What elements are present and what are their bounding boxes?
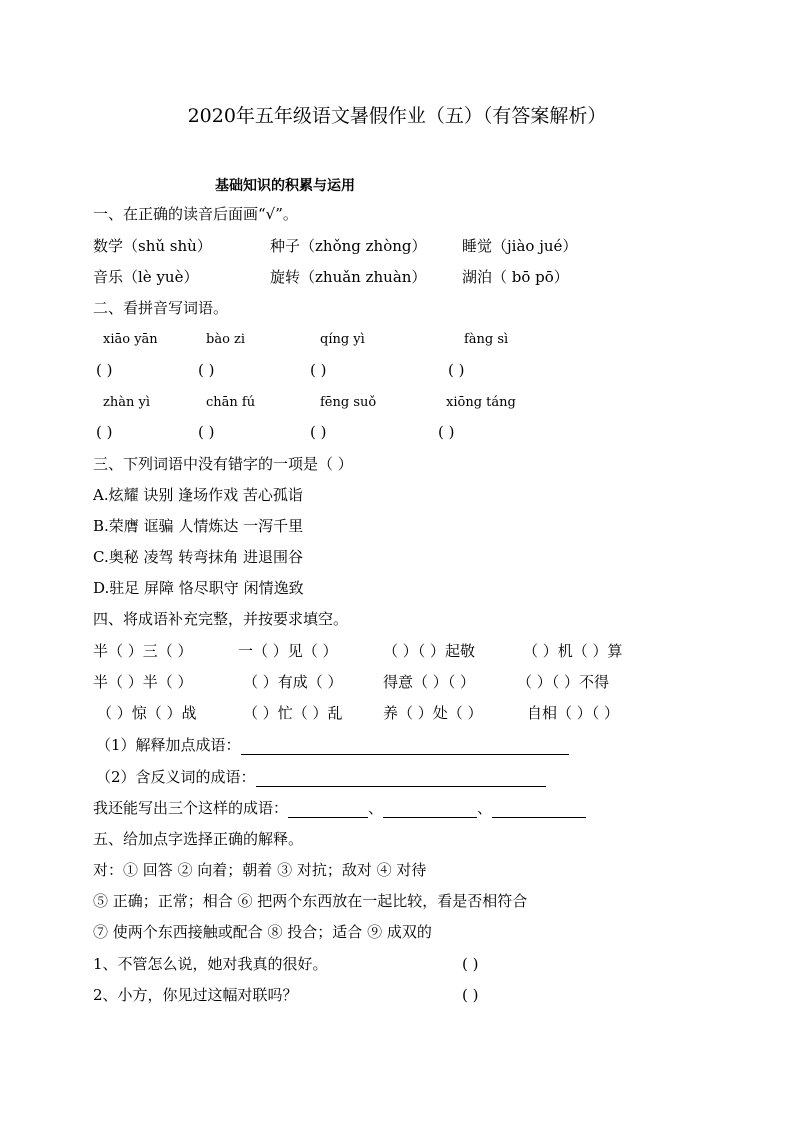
- q4-idiom: （ ）忙（ ）乱: [243, 704, 343, 722]
- q4-idiom: 一（ ）见（ ）: [238, 642, 338, 660]
- q2-pinyin: xiōng táng: [446, 395, 516, 410]
- q4-explain-line: [96, 735, 569, 755]
- q3-option: C.奥秘 凌驾 转弯抹角 进退围谷: [93, 548, 304, 566]
- q4-antonym-line: [96, 767, 546, 787]
- q4-heading: 四、将成语补充完整，并按要求填空。: [93, 610, 349, 628]
- page-title: 2020年五年级语文暑假作业（五）（有答案解析）: [187, 105, 607, 127]
- q4-separator: 、: [477, 799, 493, 817]
- q4-more-blank-3[interactable]: [492, 802, 586, 818]
- q4-idiom: 半（ ）三（ ）: [93, 642, 193, 660]
- q4-idiom: （ ）（ ）不得: [517, 673, 610, 691]
- q3-heading: 三、下列词语中没有错字的一项是（ ）: [93, 455, 353, 473]
- q1-item: 睡觉（jiào jué）: [462, 237, 578, 255]
- q4-antonym-label: （2）含反义词的成语：: [96, 768, 256, 786]
- q4-more-line: [93, 798, 586, 818]
- q5-definitions: ⑤ 正确；正常；相合 ⑥ 把两个东西放在一起比较，看是否相符合: [93, 892, 528, 910]
- q4-explain-blank[interactable]: [241, 739, 569, 755]
- q2-answer-bracket: ( ): [310, 423, 327, 441]
- q4-idiom: 得意（ ）（ ）: [383, 673, 476, 691]
- q4-idiom: 养（ ）处（ ）: [383, 704, 483, 722]
- q4-idiom: 半（ ）半（ ）: [93, 673, 193, 691]
- q2-pinyin: chān fú: [206, 395, 256, 410]
- q1-item: 湖泊（ bō pō）: [462, 268, 569, 286]
- q2-answer-bracket: ( ): [310, 361, 327, 379]
- q4-idiom: （ ）（ ）起敬: [383, 642, 476, 660]
- q2-answer-bracket: ( ): [198, 361, 215, 379]
- q2-answer-bracket: ( ): [96, 361, 113, 379]
- q2-answer-bracket: ( ): [448, 361, 465, 379]
- q3-option: A.炫耀 诀别 逢场作戏 苦心孤诣: [93, 486, 303, 504]
- q4-more-blank-1[interactable]: [288, 802, 368, 818]
- q4-more-blank-2[interactable]: [383, 802, 477, 818]
- q4-idiom: （ ）有成（ ）: [243, 673, 343, 691]
- q5-item-text: 1、不管怎么说，她对我真的很好。: [93, 955, 328, 973]
- q2-answer-bracket: ( ): [438, 423, 455, 441]
- q3-option: D.驻足 屏障 恪尽职守 闲情逸致: [93, 579, 304, 597]
- q5-item-answer[interactable]: ( ): [462, 986, 479, 1004]
- q2-pinyin: bào zi: [206, 332, 246, 347]
- q4-antonym-blank[interactable]: [256, 771, 546, 787]
- q1-heading: 一、在正确的读音后面画“√”。: [93, 205, 298, 223]
- q4-idiom: （ ）惊（ ）战: [97, 704, 197, 722]
- q4-more-label: 我还能写出三个这样的成语：: [93, 799, 289, 817]
- q1-item: 种子（zhǒng zhòng）: [270, 237, 427, 255]
- q2-pinyin: xiāo yān: [103, 332, 158, 347]
- q2-pinyin: fēng suǒ: [320, 395, 377, 410]
- q5-definitions: 对：① 回答 ② 向着；朝着 ③ 对抗；敌对 ④ 对待: [93, 861, 427, 879]
- q4-idiom: （ ）机（ ）算: [523, 642, 623, 660]
- q4-explain-label: （1）解释加点成语：: [96, 736, 241, 754]
- q5-item-text: 2、小方，你见过这幅对联吗？: [93, 986, 298, 1004]
- q1-item: 旋转（zhuǎn zhuàn）: [270, 268, 427, 286]
- q2-heading: 二、看拼音写词语。: [93, 299, 229, 317]
- q2-pinyin: fàng sì: [464, 332, 509, 347]
- q4-idiom: 自相（ ）（ ）: [527, 704, 620, 722]
- q4-separator: 、: [368, 799, 384, 817]
- q2-answer-bracket: ( ): [198, 423, 215, 441]
- q1-item: 数学（shǔ shù）: [93, 237, 212, 255]
- q1-item: 音乐（lè yuè）: [93, 268, 199, 286]
- section-subtitle: 基础知识的积累与运用: [215, 178, 355, 194]
- q5-item-answer[interactable]: ( ): [462, 955, 479, 973]
- q2-pinyin: qíng yì: [320, 332, 365, 347]
- q5-heading: 五、给加点字选择正确的解释。: [93, 830, 304, 848]
- q3-option: B.荣膺 诓骗 人情炼达 一泻千里: [93, 517, 304, 535]
- q2-answer-bracket: ( ): [96, 423, 113, 441]
- q2-pinyin: zhàn yì: [103, 395, 150, 410]
- q5-definitions: ⑦ 使两个东西接触或配合 ⑧ 投合；适合 ⑨ 成双的: [93, 923, 432, 941]
